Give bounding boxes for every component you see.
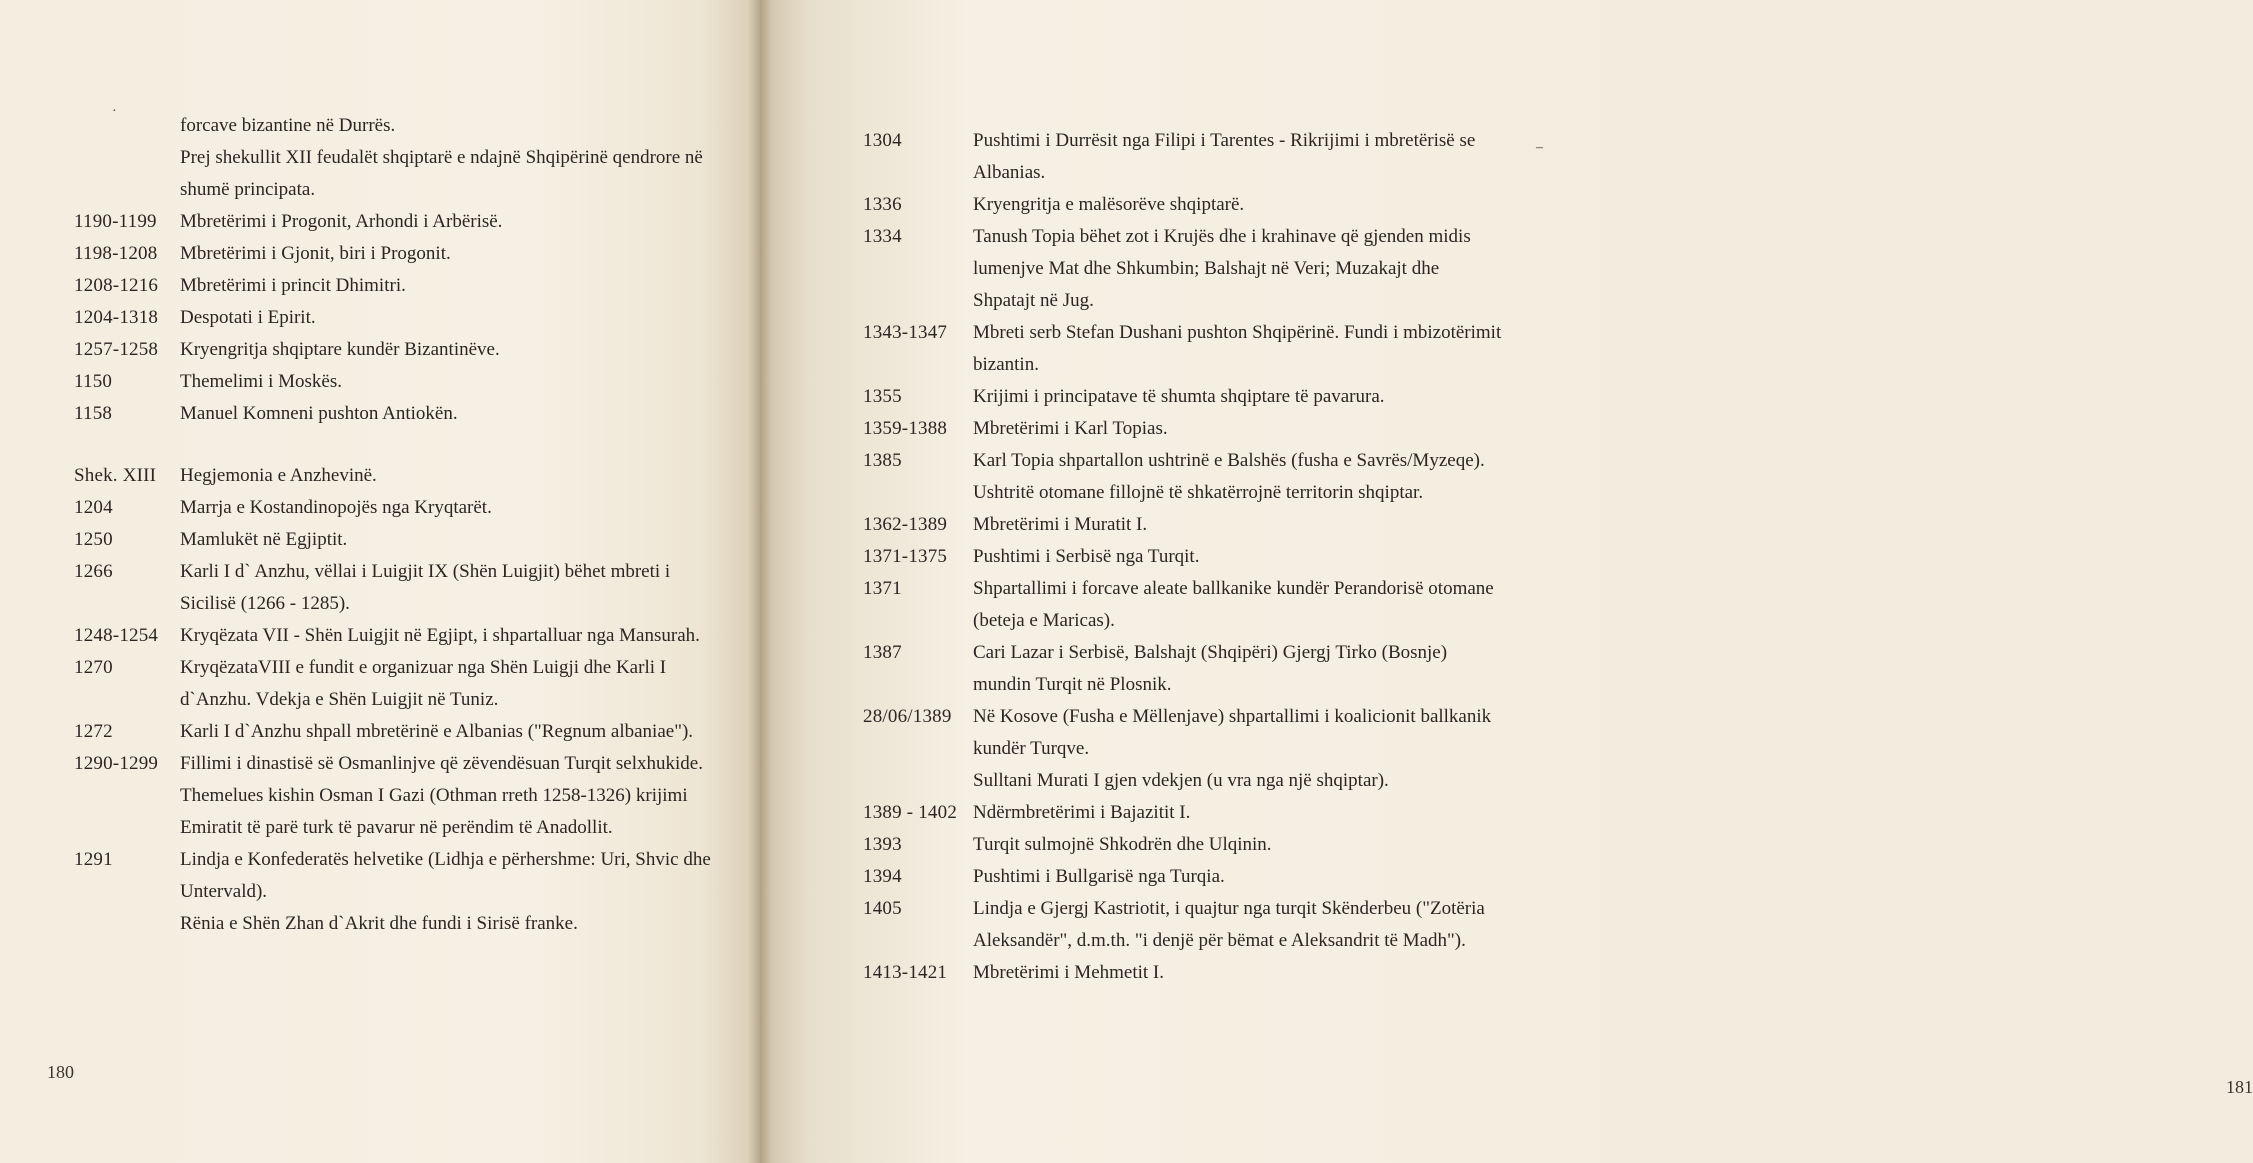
entry-year: 1190-1199 <box>74 211 157 232</box>
entry-year <box>74 908 180 940</box>
entry-text: Tanush Topia bëhet zot i Krujës dhe i krahinave që gjenden midis lumenjve Mat dhe Shkumbin; Balshajt në Veri; Muzakajt dhe Shpatajt në Jug. <box>973 226 1471 311</box>
entry-year: 1250 <box>74 529 113 550</box>
chronology-entry <box>74 556 714 620</box>
entry-year: 1371 <box>863 578 902 599</box>
entry-year: 1393 <box>863 834 902 855</box>
entry-text: Kryengritja e malësorëve shqiptarë. <box>973 194 1245 215</box>
entry-year: 1362-1389 <box>863 514 948 535</box>
chronology-entry <box>863 381 1503 413</box>
entry-text: Mbretërimi i Gjonit, biri i Progonit. <box>180 243 451 264</box>
entry-year: 1343-1347 <box>863 322 948 343</box>
chronology-entry <box>74 652 714 716</box>
chronology-entry <box>863 221 1503 317</box>
chronology-entry <box>863 317 1503 381</box>
entry-text: Mbretërimi i Karl Topias. <box>973 418 1168 439</box>
entry-year: 1204 <box>74 497 113 518</box>
entry-year: 1387 <box>863 642 902 663</box>
entry-text: Shpartallimi i forcave aleate ballkanike kundër Perandorisë otomane (beteja e Maricas). <box>973 578 1494 631</box>
chronology-entry <box>863 893 1503 957</box>
entry-text: Rënia e Shën Zhan d`Akrit dhe fundi i Sirisë franke. <box>180 913 578 934</box>
right-page <box>760 0 2253 1163</box>
entry-text: Despotati i Epirit. <box>180 307 316 328</box>
chronology-entry <box>863 413 1503 445</box>
entry-year: 1272 <box>74 721 113 742</box>
chronology-entry <box>863 861 1503 893</box>
chronology-entry <box>74 270 714 302</box>
entry-text: Ushtritë otomane fillojnë të shkatërrojnë territorin shqiptar. <box>973 482 1424 503</box>
entry-year: 1248-1254 <box>74 625 159 646</box>
chronology-entry <box>74 844 714 908</box>
entry-year: 1208-1216 <box>74 275 159 296</box>
entry-text: Sulltani Murati I gjen vdekjen (u vra nga një shqiptar). <box>973 770 1389 791</box>
chronology-entry <box>74 334 714 366</box>
chronology-entry <box>74 908 714 940</box>
entry-text: Pushtimi i Bullgarisë nga Turqia. <box>973 866 1225 887</box>
entry-year: 1413-1421 <box>863 962 948 983</box>
entry-year: 1355 <box>863 386 902 407</box>
chronology-entry <box>863 797 1503 829</box>
entry-year: 1266 <box>74 561 113 582</box>
entry-year: 1291 <box>74 849 113 870</box>
chronology-entry <box>863 829 1503 861</box>
entry-text: Manuel Komneni pushton Antiokën. <box>180 403 458 424</box>
page-number: 181 <box>2226 1077 2253 1097</box>
page-number: 180 <box>47 1062 74 1082</box>
entry-text: Lindja e Gjergj Kastriotit, i quajtur nga turqit Skënderbeu ("Zotëria Aleksandër", d.m.th. "i denjë për bëmat e Aleksandrit të Madh"). <box>973 898 1485 951</box>
chronology-entry <box>863 957 1503 989</box>
entry-text: Mamlukët në Egjiptit. <box>180 529 348 550</box>
entry-text: Mbretërimi i princit Dhimitri. <box>180 275 406 296</box>
entry-year: 1394 <box>863 866 902 887</box>
entry-text: Ndërmbretërimi i Bajazitit I. <box>973 802 1191 823</box>
entry-text: Lindja e Konfederatës helvetike (Lidhja e përhershme: Uri, Shvic dhe Untervald). <box>180 849 711 902</box>
entry-year: 1204-1318 <box>74 307 159 328</box>
entry-year: 1371-1375 <box>863 546 948 567</box>
entry-year: 1334 <box>863 226 902 247</box>
entry-year: 1270 <box>74 657 113 678</box>
entry-text: Në Kosove (Fusha e Mëllenjave) shpartallimi i koalicionit ballkanik kundër Turqve. <box>973 706 1492 759</box>
chronology-entry <box>74 620 714 652</box>
entry-text: Fillimi i dinastisë së Osmanlinjve që zëvendësuan Turqit selxhukide. Themelues kishin Osman I Gazi (Othman rreth 1258-1326) krijimi Emiratit të parë turk të pavarur në perëndim të Anadollit. <box>180 753 703 838</box>
chronology-entry <box>74 206 714 238</box>
entry-year <box>863 477 973 509</box>
entry-year: 28/06/1389 <box>863 706 952 727</box>
chronology-entry <box>863 189 1503 221</box>
chronology-entry <box>74 716 714 748</box>
entry-year: 1290-1299 <box>74 753 159 774</box>
chronology-entry <box>863 509 1503 541</box>
entry-text: Pushtimi i Serbisë nga Turqit. <box>973 546 1200 567</box>
entry-text: Karli I d`Anzhu shpall mbretërinë e Albanias ("Regnum albaniae"). <box>180 721 694 742</box>
entry-text: Karl Topia shpartallon ushtrinë e Balshës (fusha e Savrës/Myzeqe). <box>973 450 1485 471</box>
chronology-entry <box>863 765 1503 797</box>
entry-year: 1389 - 1402 <box>863 802 958 823</box>
entry-year: 1198-1208 <box>74 243 158 264</box>
entry-text: Krijimi i principatave të shumta shqiptare të pavarura. <box>973 386 1385 407</box>
entry-year: 1385 <box>863 450 902 471</box>
entry-text: Mbretërimi i Mehmetit I. <box>973 962 1165 983</box>
entry-year: 1257-1258 <box>74 339 159 360</box>
entry-year: 1405 <box>863 898 902 919</box>
book-gutter <box>748 0 772 1163</box>
entry-text: Turqit sulmojnë Shkodrën dhe Ulqinin. <box>973 834 1272 855</box>
entry-text: KryqëzataVIII e fundit e organizuar nga Shën Luigji dhe Karli I d`Anzhu. Vdekja e Shën Luigjit në Tuniz. <box>180 657 667 710</box>
entry-text: Mbretërimi i Muratit I. <box>973 514 1148 535</box>
chronology-entry <box>74 524 714 556</box>
chronology-entry <box>74 366 714 398</box>
chronology-entry <box>74 302 714 334</box>
entry-text: Themelimi i Moskës. <box>180 371 343 392</box>
chronology-list-right <box>863 125 1503 989</box>
entry-text: Cari Lazar i Serbisë, Balshajt (Shqipëri) Gjergj Tirko (Bosnje) mundin Turqit në Plosnik. <box>973 642 1448 695</box>
entry-year <box>74 142 180 206</box>
chronology-entry <box>863 541 1503 573</box>
entry-text: Kryengritja shqiptare kundër Bizantinëve. <box>180 339 500 360</box>
entry-year: 1304 <box>863 130 902 151</box>
entry-year: 1150 <box>74 371 113 392</box>
entry-text: Pushtimi i Durrësit nga Filipi i Tarentes - Rikrijimi i mbretërisë se Albanias. <box>973 130 1476 183</box>
chronology-entry <box>74 460 714 492</box>
entry-text: Kryqëzata VII - Shën Luigjit në Egjipt, i shpartalluar nga Mansurah. <box>180 625 700 646</box>
entry-text: Mbreti serb Stefan Dushani pushton Shqipërinë. Fundi i mbizotërimit bizantin. <box>973 322 1502 375</box>
chronology-entry <box>863 125 1503 189</box>
chronology-entry <box>863 573 1503 637</box>
entry-text: Prej shekullit XII feudalët shqiptarë e ndajnë Shqipërinë qendrore në shumë principata. <box>180 147 703 200</box>
chronology-entry <box>74 398 714 430</box>
chronology-entry <box>74 238 714 270</box>
entry-year: 1158 <box>74 403 113 424</box>
entry-text: Mbretërimi i Progonit, Arhondi i Arbërisë. <box>180 211 503 232</box>
entry-text: forcave bizantine në Durrës. <box>180 115 396 136</box>
chronology-entry <box>74 492 714 524</box>
entry-year: Shek. XIII <box>74 465 157 486</box>
entry-text: Hegjemonia e Anzhevinë. <box>180 465 377 486</box>
entry-year <box>863 765 973 797</box>
chronology-entry <box>74 110 714 142</box>
entry-text: Marrja e Kostandinopojës nga Kryqtarët. <box>180 497 492 518</box>
chronology-list-left <box>74 110 714 940</box>
chronology-entry <box>863 701 1503 765</box>
entry-year <box>74 110 180 142</box>
chronology-entry <box>863 637 1503 701</box>
ink-speck: – <box>1536 140 1543 155</box>
left-page <box>0 0 760 1163</box>
entry-year: 1336 <box>863 194 902 215</box>
entry-text: Karli I d` Anzhu, vëllai i Luigjit IX (Shën Luigjit) bëhet mbreti i Sicilisë (1266 - 1285). <box>180 561 671 614</box>
entry-year: 1359-1388 <box>863 418 948 439</box>
ink-speck: · <box>112 104 117 119</box>
chronology-entry <box>863 445 1503 477</box>
chronology-entry <box>74 142 714 206</box>
chronology-entry <box>863 477 1503 509</box>
chronology-entry <box>74 748 714 844</box>
